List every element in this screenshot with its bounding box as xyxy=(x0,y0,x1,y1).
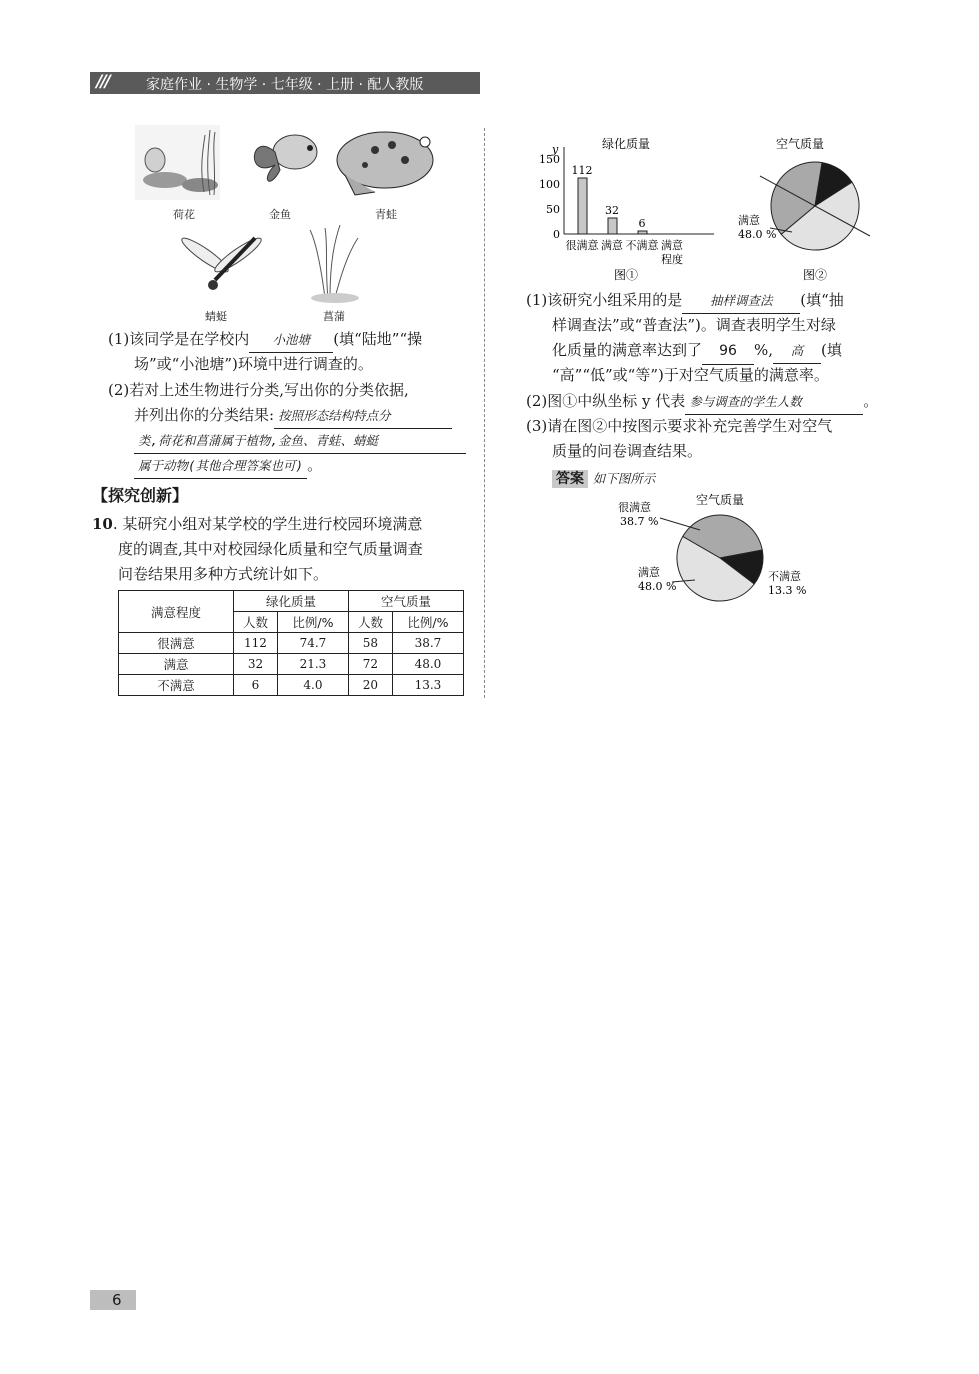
data-label: 32 xyxy=(605,204,619,217)
data-label: 112 xyxy=(571,164,593,177)
caption-dragonfly: 蜻蜓 xyxy=(205,310,227,323)
table-cell: 74.7 xyxy=(277,633,348,654)
table-group-air: 空气质量 xyxy=(348,591,463,612)
table-cell: 72 xyxy=(348,654,392,675)
q-right-1-line2: 样调查法”或“普查法”)。调查表明学生对绿 xyxy=(552,316,836,334)
q-right-1-line3: 化质量的满意率达到了 96 %, 高 (填 xyxy=(552,338,842,365)
table-cell: 48.0 xyxy=(392,654,463,675)
q10-line2: 度的调查,其中对校园绿化质量和空气质量调查 xyxy=(118,540,423,558)
frog-illustration xyxy=(337,132,433,195)
table-subheader: 比例/% xyxy=(392,612,463,633)
table-cell: 6 xyxy=(234,675,278,696)
survey-table xyxy=(118,590,464,696)
q-left-2-line3 xyxy=(134,428,466,454)
running-header xyxy=(90,72,480,94)
caption-cattail: 菖蒲 xyxy=(323,310,345,323)
table-cell: 13.3 xyxy=(392,675,463,696)
cattail-illustration xyxy=(310,225,359,303)
data-label: 6 xyxy=(638,217,646,230)
q-right-3-line2: 质量的问卷调查结果。 xyxy=(552,442,703,460)
caption-frog: 青蛙 xyxy=(375,208,397,221)
slice-value: 48.0 % xyxy=(638,580,677,593)
q-right-3-line1: (3)请在图②中按图示要求补充完善学生对空气 xyxy=(526,417,833,435)
caption-goldfish: 金鱼 xyxy=(269,208,291,221)
q-right-1-line4: “高”“低”或“等”)于对空气质量的满意率。 xyxy=(552,366,829,384)
table-corner: 满意程度 xyxy=(119,591,234,633)
caption-lotus: 荷花 xyxy=(173,208,195,221)
q-left-1-line1: (1)该同学是在学校内 小池塘 (填“陆地”“操 xyxy=(108,327,422,353)
chart-title: 绿化质量 xyxy=(601,137,651,151)
table-cell: 21.3 xyxy=(277,654,348,675)
q10-line3: 问卷结果用多种方式统计如下。 xyxy=(118,565,329,583)
bar xyxy=(608,218,617,234)
answer-y-axis: 参与调查的学生人数 xyxy=(685,389,863,415)
bar xyxy=(578,178,587,234)
answer-rate: 96 xyxy=(702,339,754,365)
q-left-2-line1: (2)若对上述生物进行分类,写出你的分类依据, xyxy=(108,381,409,399)
slice-value: 13.3 % xyxy=(768,584,807,597)
chart-title: 空气质量 xyxy=(695,493,745,507)
table-cell: 20 xyxy=(348,675,392,696)
q10-line1: 10. 某研究小组对某学校的学生进行校园环境满意 xyxy=(92,515,423,533)
table-row xyxy=(119,633,464,654)
table-cell: 32 xyxy=(234,654,278,675)
answer-classification-1: 按照形态结构特点分 xyxy=(274,403,452,429)
q-right-2: (2)图①中纵坐标 y 代表 参与调查的学生人数 。 xyxy=(526,389,878,415)
header-slashes: /// xyxy=(96,72,109,92)
q-left-1-line2: 场”或“小池塘”)环境中进行调查的。 xyxy=(134,355,373,373)
answer-method: 抽样调查法 xyxy=(682,288,800,314)
answer-habitat: 小池塘 xyxy=(249,327,333,353)
table-cell: 38.7 xyxy=(392,633,463,654)
slice-value: 48.0 % xyxy=(738,228,777,241)
q-left-2-line4: 属于动物(其他合理答案也可) 。 xyxy=(134,453,322,479)
table-row xyxy=(119,654,464,675)
pie-chart-air-quality-answer xyxy=(600,488,840,608)
slice-value: 38.7 % xyxy=(620,515,659,528)
answer-compare: 高 xyxy=(773,338,821,364)
y-tick-label: 0 xyxy=(553,228,560,241)
bar-chart-green-quality xyxy=(530,132,720,282)
slice-label: 满意 xyxy=(738,214,760,227)
x-tick-label: 很满意 xyxy=(565,239,599,252)
table-group-green: 绿化质量 xyxy=(234,591,349,612)
figure-caption: 图① xyxy=(613,268,639,282)
table-subheader: 人数 xyxy=(348,612,392,633)
answer-classification-3: 属于动物(其他合理答案也可) xyxy=(134,453,307,479)
y-tick-label: 50 xyxy=(546,203,560,216)
q-left-2-line2: 并列出你的分类结果: 按照形态结构特点分 xyxy=(134,403,452,429)
row-label: 满意 xyxy=(119,654,234,675)
chart-title: 空气质量 xyxy=(775,137,825,151)
q-right-1-line1: (1)该研究小组采用的是 抽样调查法 (填“抽 xyxy=(526,288,844,314)
y-tick-label: 100 xyxy=(539,178,560,191)
x-tick-label: 满意 xyxy=(601,239,623,252)
table-cell: 4.0 xyxy=(277,675,348,696)
table-cell: 58 xyxy=(348,633,392,654)
slice-label: 满意 xyxy=(638,566,660,579)
y-tick-label: 150 xyxy=(539,153,560,166)
page-number: 6 xyxy=(112,1291,122,1309)
section-title: 【探究创新】 xyxy=(92,486,189,505)
x-axis-label: 程度 xyxy=(661,253,683,266)
answer-classification-2: 类,荷花和菖蒲属于植物,金鱼、青蛙、蜻蜓 xyxy=(134,428,466,454)
goldfish-illustration xyxy=(254,135,317,181)
lotus-illustration xyxy=(135,125,220,200)
y-axis-label: y xyxy=(552,143,559,156)
column-divider xyxy=(484,128,485,698)
header-title: 家庭作业 · 生物学 · 七年级 · 上册 · 配人教版 xyxy=(146,77,424,93)
figure-caption: 图② xyxy=(802,268,828,282)
dragonfly-illustration xyxy=(179,234,265,290)
row-label: 很满意 xyxy=(119,633,234,654)
bar xyxy=(638,231,647,234)
table-cell: 112 xyxy=(234,633,278,654)
organism-illustrations xyxy=(130,120,450,325)
pie-chart-air-quality-incomplete xyxy=(730,132,890,282)
x-axis-label: 满意 xyxy=(661,239,683,252)
answer-badge: 答案 xyxy=(552,470,588,488)
table-subheader: 比例/% xyxy=(277,612,348,633)
slice-label: 很满意 xyxy=(618,501,651,514)
answer-text: 如下图所示 xyxy=(592,471,656,486)
slice-label: 不满意 xyxy=(768,570,801,583)
table-row xyxy=(119,675,464,696)
page-number-box xyxy=(90,1290,136,1310)
table-subheader: 人数 xyxy=(234,612,278,633)
x-tick-label: 不满意 xyxy=(625,239,659,252)
row-label: 不满意 xyxy=(119,675,234,696)
